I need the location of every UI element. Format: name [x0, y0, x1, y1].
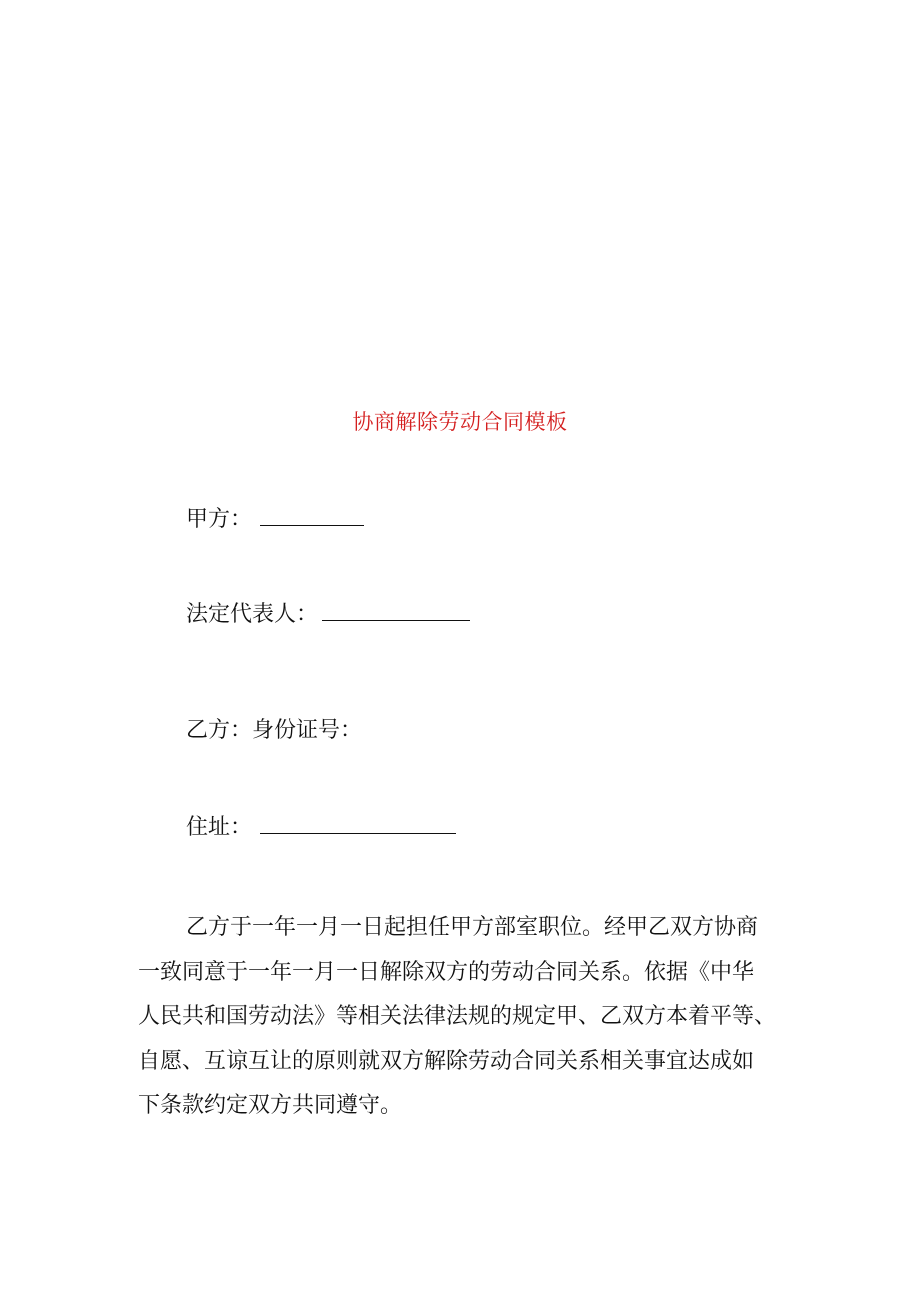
legal-representative-blank-line: [322, 600, 470, 621]
party-a-label: 甲方：: [186, 507, 253, 532]
party-b-field: [186, 716, 362, 746]
paragraph-line: 人民共和国劳动法》等相关法律法规的规定甲、乙双方本着平等、: [138, 1004, 777, 1029]
address-label: 住址：: [186, 815, 253, 840]
party-b-id-label: 乙方：身份证号：: [186, 718, 363, 743]
paragraph-line: 一致同意于一年一月一日解除双方的劳动合同关系。依据《中华: [138, 959, 755, 985]
paragraph-line: 自愿、互谅互让的原则就双方解除劳动合同关系相关事宜达成如: [138, 1048, 755, 1074]
body-paragraph: [138, 906, 810, 1129]
paragraph-line: 乙方于一年一月一日起担任甲方部室职位。经甲乙双方协商: [186, 915, 759, 940]
paragraph-line: 下条款约定双方共同遵守。: [138, 1093, 403, 1118]
legal-representative-label: 法定代表人：: [186, 602, 319, 627]
legal-representative-field: [186, 600, 470, 630]
address-field: [186, 813, 456, 843]
address-blank-line: [260, 813, 456, 834]
party-a-blank-line: [260, 505, 364, 526]
document-title: 协商解除劳动合同模板: [352, 410, 568, 434]
party-a-field: [186, 505, 364, 535]
